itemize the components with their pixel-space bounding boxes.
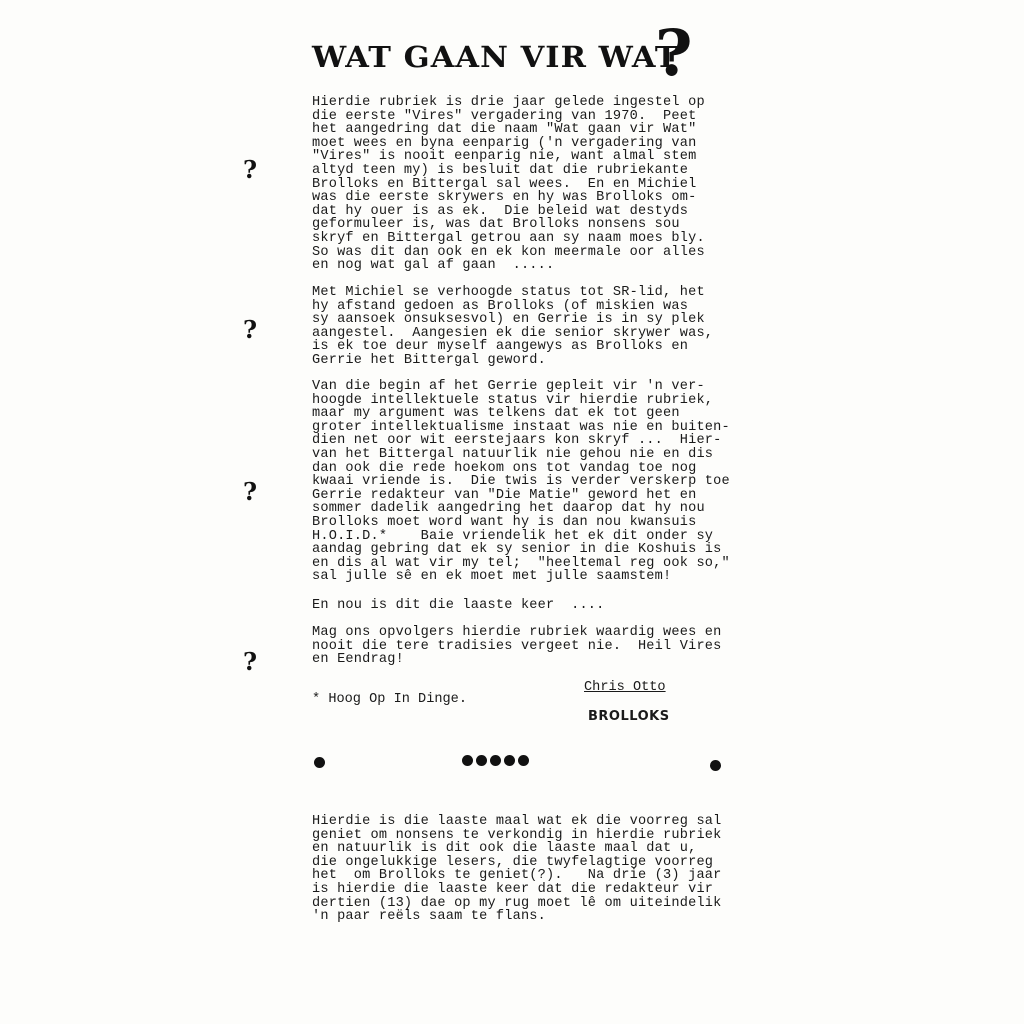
separator-dot xyxy=(518,755,529,766)
margin-question-mark: ? xyxy=(243,155,258,184)
paragraph-last-time: En nou is dit die laaste keer .... xyxy=(312,598,605,613)
paragraph-gerrie: Van die begin af het Gerrie gepleit vir 'n ver- hoogde intellektuele status vir hierdie rubriek, maar my argument was telkens dat ek tot geen groter intellektualisme instaat was nie en buiten- dien net oor wit eerstejaars kon skryf ... Hier- van het Bittergal natuurlik nie gehou nie en dis dan ook die rede hoekom ons tot vandag toe nog kwaai vriende is. Die twis is verder verskerp toe Gerrie redakteur van "Die Matie" geword het en sommer dadelik aangedring het daarop dat hy nou Brolloks moet word want hy is dan nou kwansuis H.O.I.D.* Baie vriendelik het ek dit onder sy aandag gebring dat ek sy senior in die Koshuis is en dis al wat vir my tel; "heeltemal reg ook so," sal julle sê en ek moet met julle saamstem! xyxy=(312,379,730,585)
separator-dot xyxy=(504,755,515,766)
paragraph-michiel: Met Michiel se verhoogde status tot SR-lid, het hy afstand gedoen as Brolloks (of miskien was sy aansoek onsuksesvol) en Gerrie is in sy plek aangestel. Aangesien ek die senior skrywer was, is ek toe deur myself aangewys as Brolloks en Gerrie het Bittergal geword. xyxy=(312,285,714,368)
paragraph-history: Hierdie rubriek is drie jaar gelede ingestel op die eerste "Vires" vergadering van 1970. Peet het aangedring dat die naam "Wat gaan vir Wat" moet wees en byna eenparig ('n vergadering van "Vires" is nooit eenparig nie, want almal stem altyd teen my) is besluit dat die rubriekante Brolloks en Bittergal sal wees. En en Michiel was die eerste skrywers en hy was Brolloks om- dat hy ouer is as ek. Die beleid wat destyds geformuleer is, was dat Brolloks nonsens sou skryf en Bittergal getrou aan sy naam moes bly. So was dit dan ook en ek kon meermale oor alles en nog wat gal af gaan ..... xyxy=(312,95,705,274)
margin-question-mark: ? xyxy=(243,315,258,344)
margin-question-mark: ? xyxy=(243,647,258,676)
signature-name: Chris Otto xyxy=(584,680,666,695)
separator-dot xyxy=(490,755,501,766)
footnote: * Hoog Op In Dinge. xyxy=(312,692,467,707)
margin-question-mark: ? xyxy=(243,477,258,506)
paragraph-closing: Hierdie is die laaste maal wat ek die voorreg sal geniet om nonsens te verkondig in hierdie rubriek en natuurlik is dit ook die laaste maal dat u, die ongelukkige lesers, die twyfelagtige voorreg het om Brolloks te geniet(?). Na drie (3) jaar is hierdie die laaste keer dat die redakteur vir dertien (13) dae op my rug moet lê om uiteindelik 'n paar reëls saam te flans. xyxy=(312,814,722,925)
separator-dot xyxy=(476,755,487,766)
signature-pen-name: BROLLOKS xyxy=(588,709,670,724)
page-title: WAT GAAN VIR WAT xyxy=(312,40,679,74)
separator-dots xyxy=(462,755,529,766)
title-question-mark: ? xyxy=(655,16,693,91)
paragraph-farewell: Mag ons opvolgers hierdie rubriek waardig wees en nooit die tere tradisies vergeet nie. Heil Vires en Eendrag! xyxy=(312,625,722,668)
separator-dot-left xyxy=(314,757,325,768)
separator-dot xyxy=(462,755,473,766)
separator-dot-right xyxy=(710,760,721,771)
